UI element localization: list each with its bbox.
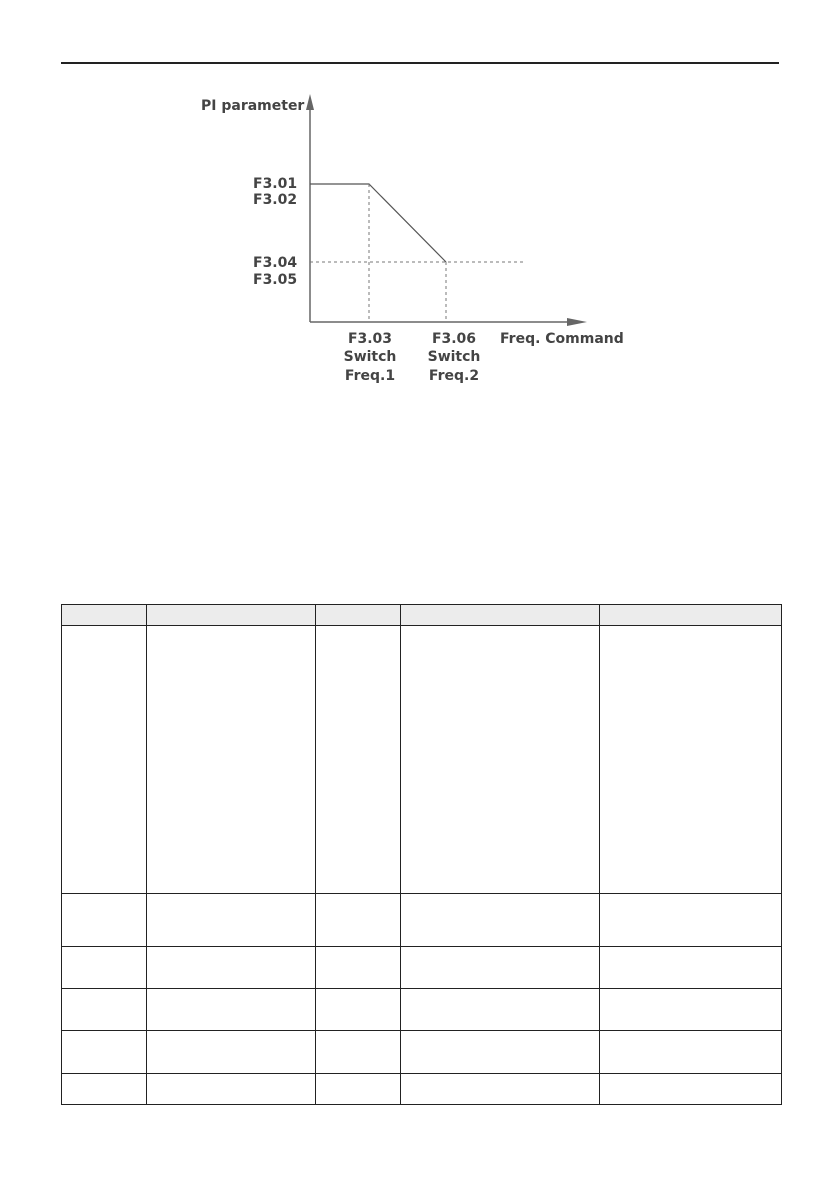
y-tick-f3-01: F3.01 (253, 176, 298, 192)
table-cell (401, 1031, 600, 1074)
y-axis-label: PI parameter (201, 98, 305, 114)
table-cell (62, 1074, 147, 1105)
pi-parameter-diagram (195, 90, 635, 400)
header-cell (401, 605, 600, 626)
header-cell (62, 605, 147, 626)
table-cell (147, 1031, 316, 1074)
pi-curve (310, 184, 446, 262)
x-axis-label: Freq. Command (500, 331, 624, 347)
table-row (62, 1031, 782, 1074)
table-cell (600, 626, 782, 894)
table-row (62, 947, 782, 989)
table-row (62, 626, 782, 894)
table-row (62, 989, 782, 1031)
table-cell (62, 947, 147, 989)
x-tick-2-line1: Switch (427, 349, 481, 365)
table-row (62, 894, 782, 947)
x-axis-arrow (567, 318, 587, 326)
table-cell (600, 894, 782, 947)
table-cell (600, 1031, 782, 1074)
table-cell (600, 1074, 782, 1105)
header-cell (316, 605, 401, 626)
table-cell (401, 1074, 600, 1105)
table-cell (401, 947, 600, 989)
table-cell (600, 947, 782, 989)
table-cell (600, 989, 782, 1031)
x-tick-2-line2: Freq.2 (428, 368, 480, 384)
table-cell (316, 989, 401, 1031)
y-axis-arrow (306, 94, 314, 110)
table-cell (147, 989, 316, 1031)
header-cell (147, 605, 316, 626)
y-tick-f3-05: F3.05 (253, 272, 298, 288)
table-cell (316, 626, 401, 894)
table-cell (147, 894, 316, 947)
x-tick-1-line1: Switch (343, 349, 397, 365)
table-cell (62, 989, 147, 1031)
x-tick-2-code: F3.06 (431, 331, 477, 347)
table-cell (316, 1031, 401, 1074)
table-header-row (62, 605, 782, 626)
table-cell (147, 1074, 316, 1105)
table-cell (147, 947, 316, 989)
table-cell (316, 947, 401, 989)
table-cell (316, 1074, 401, 1105)
table-cell (316, 894, 401, 947)
table-cell (401, 894, 600, 947)
diagram-canvas (195, 90, 635, 400)
y-tick-f3-02: F3.02 (253, 192, 298, 208)
y-tick-f3-04: F3.04 (253, 255, 298, 271)
x-tick-1-code: F3.03 (347, 331, 393, 347)
table-cell (62, 894, 147, 947)
parameter-table (61, 604, 782, 1105)
header-rule (61, 62, 779, 64)
table-cell (401, 989, 600, 1031)
header-cell (600, 605, 782, 626)
x-tick-1-line2: Freq.1 (344, 368, 396, 384)
table-cell (147, 626, 316, 894)
table-cell (62, 626, 147, 894)
table-row (62, 1074, 782, 1105)
table-cell (62, 1031, 147, 1074)
table-cell (401, 626, 600, 894)
